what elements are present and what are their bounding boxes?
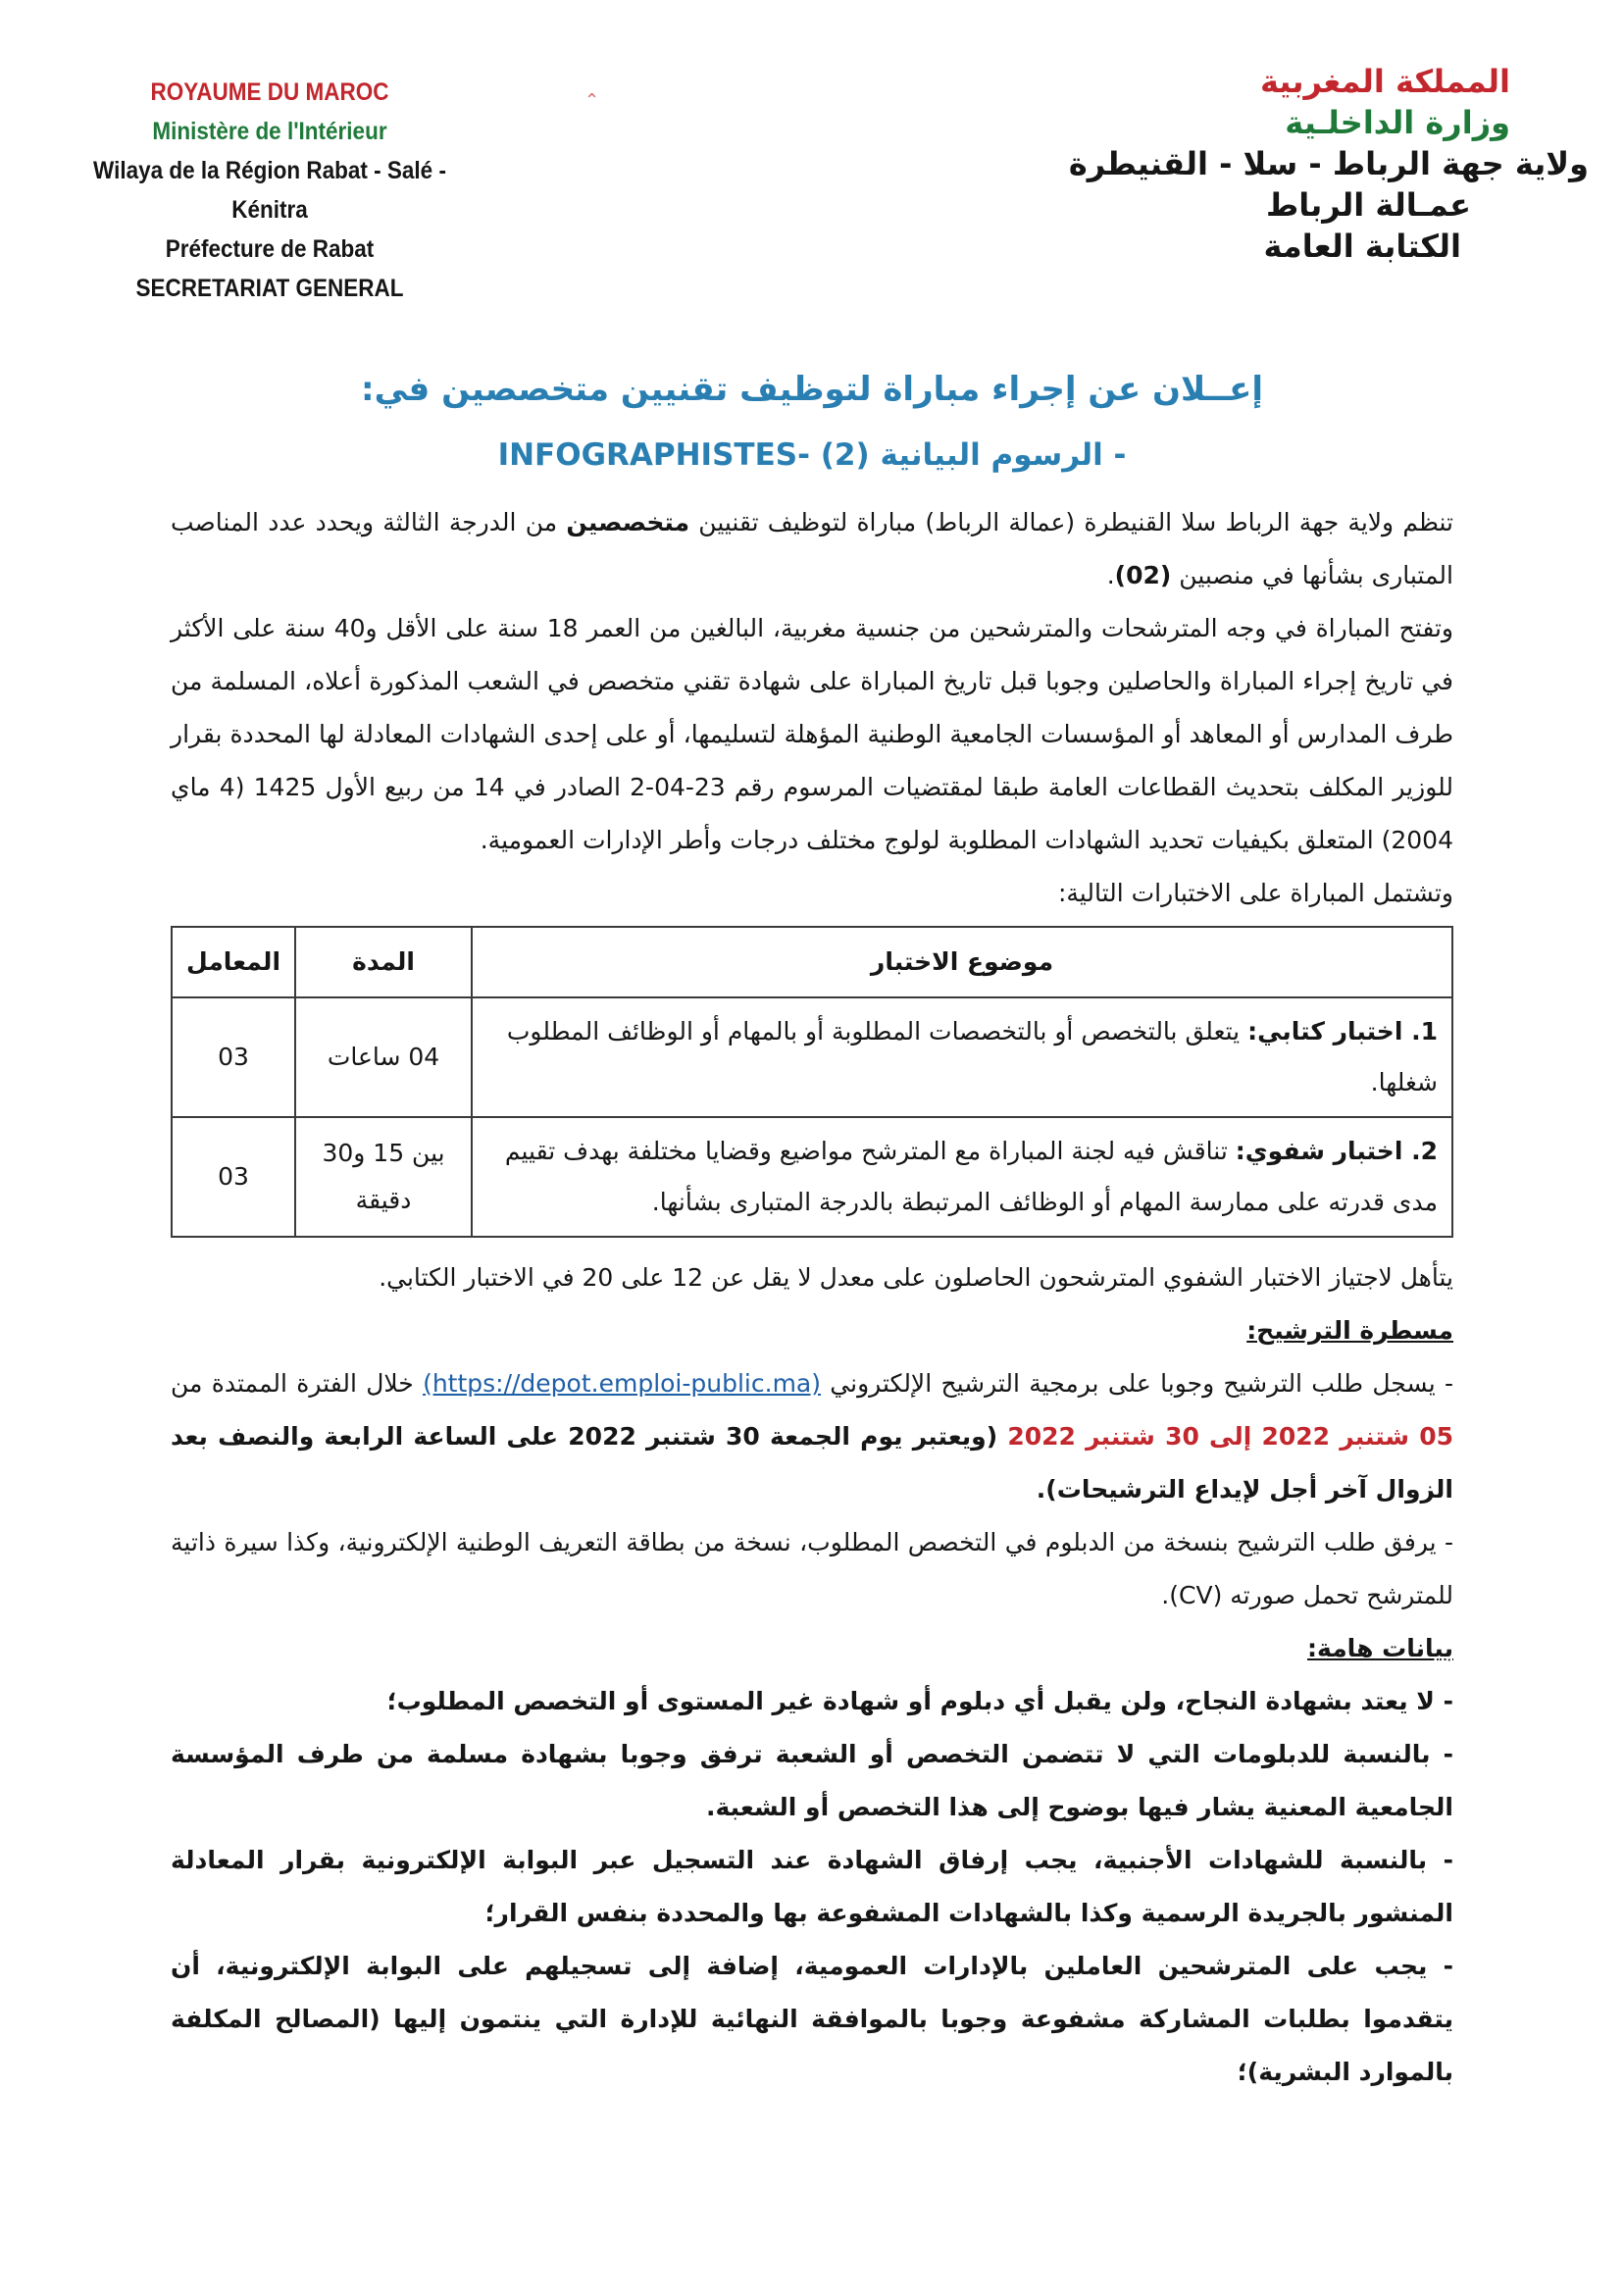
intro-bold-specialized: متخصصين [566, 508, 690, 536]
header-ar-wilaya: ولاية جهة الرباط - سلا - القنيطرة [1068, 145, 1589, 182]
header-ar-prefecture: عمـالة الرباط [1266, 186, 1471, 224]
intro-post-count: (02) [1114, 561, 1172, 589]
procedure-item-1-deadline: (ويعتبر يوم الجمعة 30 شتنبر 2022 على الساعة الرابعة والنصف بعد الزوال آخر أجل لإيداع الترشيحات). [171, 1422, 1453, 1504]
written-test-coefficient: 03 [172, 997, 295, 1117]
announcement-subtitle: - الرسوم البيانية (2) -INFOGRAPHISTES [497, 437, 1127, 473]
tests-table [171, 926, 1453, 1238]
written-test-text: يتعلق بالتخصص أو بالتخصصات المطلوبة أو بالمهام أو الوظائف المطلوب شغلها. [506, 1017, 1438, 1096]
table-row [172, 997, 1452, 1117]
header-ar-ministry: وزارة الداخلـية [1285, 104, 1510, 141]
important-note-item: - بالنسبة للشهادات الأجنبية، يجب إرفاق الشهادة عند التسجيل عبر البوابة الإلكترونية بقرار المعادلة المنشور بالجريدة الرسمية وكذا بالشهادات المشفوعة بها والمحددة بنفس القرار؛ [171, 1846, 1453, 1927]
intro-text-a: تنظم ولاية جهة الرباط سلا القنيطرة (عمالة الرباط) مباراة لتوظيف تقنيين [689, 508, 1454, 536]
application-portal-link[interactable]: (https://depot.emploi-public.ma) [423, 1369, 821, 1398]
written-test-label: 1. اختبار كتابي: [1247, 1017, 1438, 1045]
header-ar-kingdom: المملكة المغربية [1260, 63, 1510, 100]
important-notes-heading: بيانات هامة: [1307, 1634, 1453, 1662]
application-date-range: 05 شتنبر 2022 إلى 30 شتنبر 2022 [1007, 1422, 1453, 1451]
intro-paragraph-2: وتفتح المباراة في وجه المترشحات والمترشحين من جنسية مغربية، البالغين من العمر 18 سنة على الأقل و40 سنة على الأكثر في تاريخ إجراء المباراة والحاصلين وجوبا قبل تاريخ المباراة على شهادة تقني متخصص في الشعب المذكورة أعلاه، المسلمة من طرف المدارس أو المعاهد أو المؤسسات الجامعية الوطنية المؤهلة لتسليمها، أو على إحدى الشهادات المعادلة لها المحددة بقرار للوزير المكلف بتحديث القطاعات العامة طبقا لمقتضيات المرسوم رقم 23-04-2 الصادر في 14 من ربيع الأول 1425 (4 ماي 2004) المتعلق بكيفيات تحديد الشهادات المطلوبة لولوج مختلف درجات وأطر الإدارات العمومية. [171, 614, 1454, 854]
intro-text-end: . [1106, 561, 1115, 589]
oral-qualification-note: يتأهل لاجتياز الاختبار الشفوي المترشحون الحاصلون على معدل لا يقل عن 12 على 20 في الاختبار الكتابي. [379, 1263, 1453, 1292]
table-row [172, 1117, 1452, 1237]
procedure-item-1-text-b: خلال الفترة الممتدة من [171, 1369, 424, 1398]
table-header-duration: المدة [295, 927, 472, 997]
procedure-item-1-text-a: - يسجل طلب الترشيح وجوبا على برمجية الترشيح الإلكتروني [821, 1369, 1453, 1398]
important-note-item: - لا يعتد بشهادة النجاح، ولن يقبل أي دبلوم أو شهادة غير المستوى أو التخصص المطلوب؛ [386, 1687, 1453, 1715]
procedure-heading: مسطرة الترشيح: [1246, 1316, 1453, 1345]
oral-test-text: تناقش فيه لجنة المباراة مع المترشح مواضيع وقضايا مختلفة بهدف تقييم مدى قدرته على ممارسة المهام أو الوظائف المرتبطة بالدرجة المتبارى بشأنها. [504, 1137, 1438, 1216]
written-test-subject [472, 997, 1452, 1117]
announcement-body [171, 496, 1453, 2099]
table-header-subject: موضوع الاختبار [472, 927, 1452, 997]
header-fr-secretariat: SECRETARIAT GENERAL [135, 275, 404, 302]
header-fr-wilaya: Wilaya de la Région Rabat - Salé - Kénitra [93, 157, 446, 224]
header-fr-ministry: Ministère de l'Intérieur [152, 118, 387, 145]
header-ar-secretariat: الكتابة العامة [1263, 228, 1461, 265]
intro-paragraph-1 [171, 496, 1453, 602]
intro-text-b: من الدرجة الثالثة ويحدد عدد المناصب المتبارى بشأنها في منصبين [171, 508, 1453, 589]
written-test-duration: 04 ساعات [295, 997, 472, 1117]
header-fr-prefecture: Préfecture de Rabat [165, 235, 375, 263]
header-arabic [1068, 61, 1589, 267]
procedure-item-2: - يرفق طلب الترشيح بنسخة من الدبلوم في التخصص المطلوب، نسخة من بطاقة التعريف الوطنية الإلكترونية، وكذا سيرة ذاتية للمترشح تحمل صورته (CV). [171, 1528, 1453, 1609]
oral-test-label: 2. اختبار شفوي: [1235, 1137, 1438, 1165]
oral-test-coefficient: 03 [172, 1117, 295, 1237]
header-fr-kingdom: ROYAUME DU MAROC [150, 78, 389, 106]
table-header-coefficient: المعامل [172, 927, 295, 997]
header-french [63, 73, 478, 308]
tests-intro: وتشتمل المباراة على الاختبارات التالية: [1057, 879, 1453, 907]
oral-test-subject [472, 1117, 1452, 1237]
table-header-row [172, 927, 1452, 997]
procedure-item-1 [171, 1357, 1453, 1516]
oral-test-duration: بين 15 و30 دقيقة [295, 1117, 472, 1237]
important-note-item: - بالنسبة للدبلومات التي لا تتضمن التخصص أو الشعبة ترفق وجوبا بشهادة مسلمة من طرف المؤسسة الجامعية المعنية يشار فيها بوضوح إلى هذا التخصص أو الشعبة. [171, 1740, 1453, 1821]
decorative-mark-icon: ⌃ [584, 90, 600, 111]
announcement-title: إعــلان عن إجراء مباراة لتوظيف تقنيين متخصصين في: [361, 370, 1263, 409]
important-note-item: - يجب على المترشحين العاملين بالإدارات العمومية، إضافة إلى تسجيلهم على البوابة الإلكترونية، أن يتقدموا بطلبات المشاركة مشفوعة وجوبا بالموافقة النهائية للإدارة التي ينتمون إليها (المصالح المكلفة بالموارد البشرية)؛ [171, 1952, 1453, 2086]
